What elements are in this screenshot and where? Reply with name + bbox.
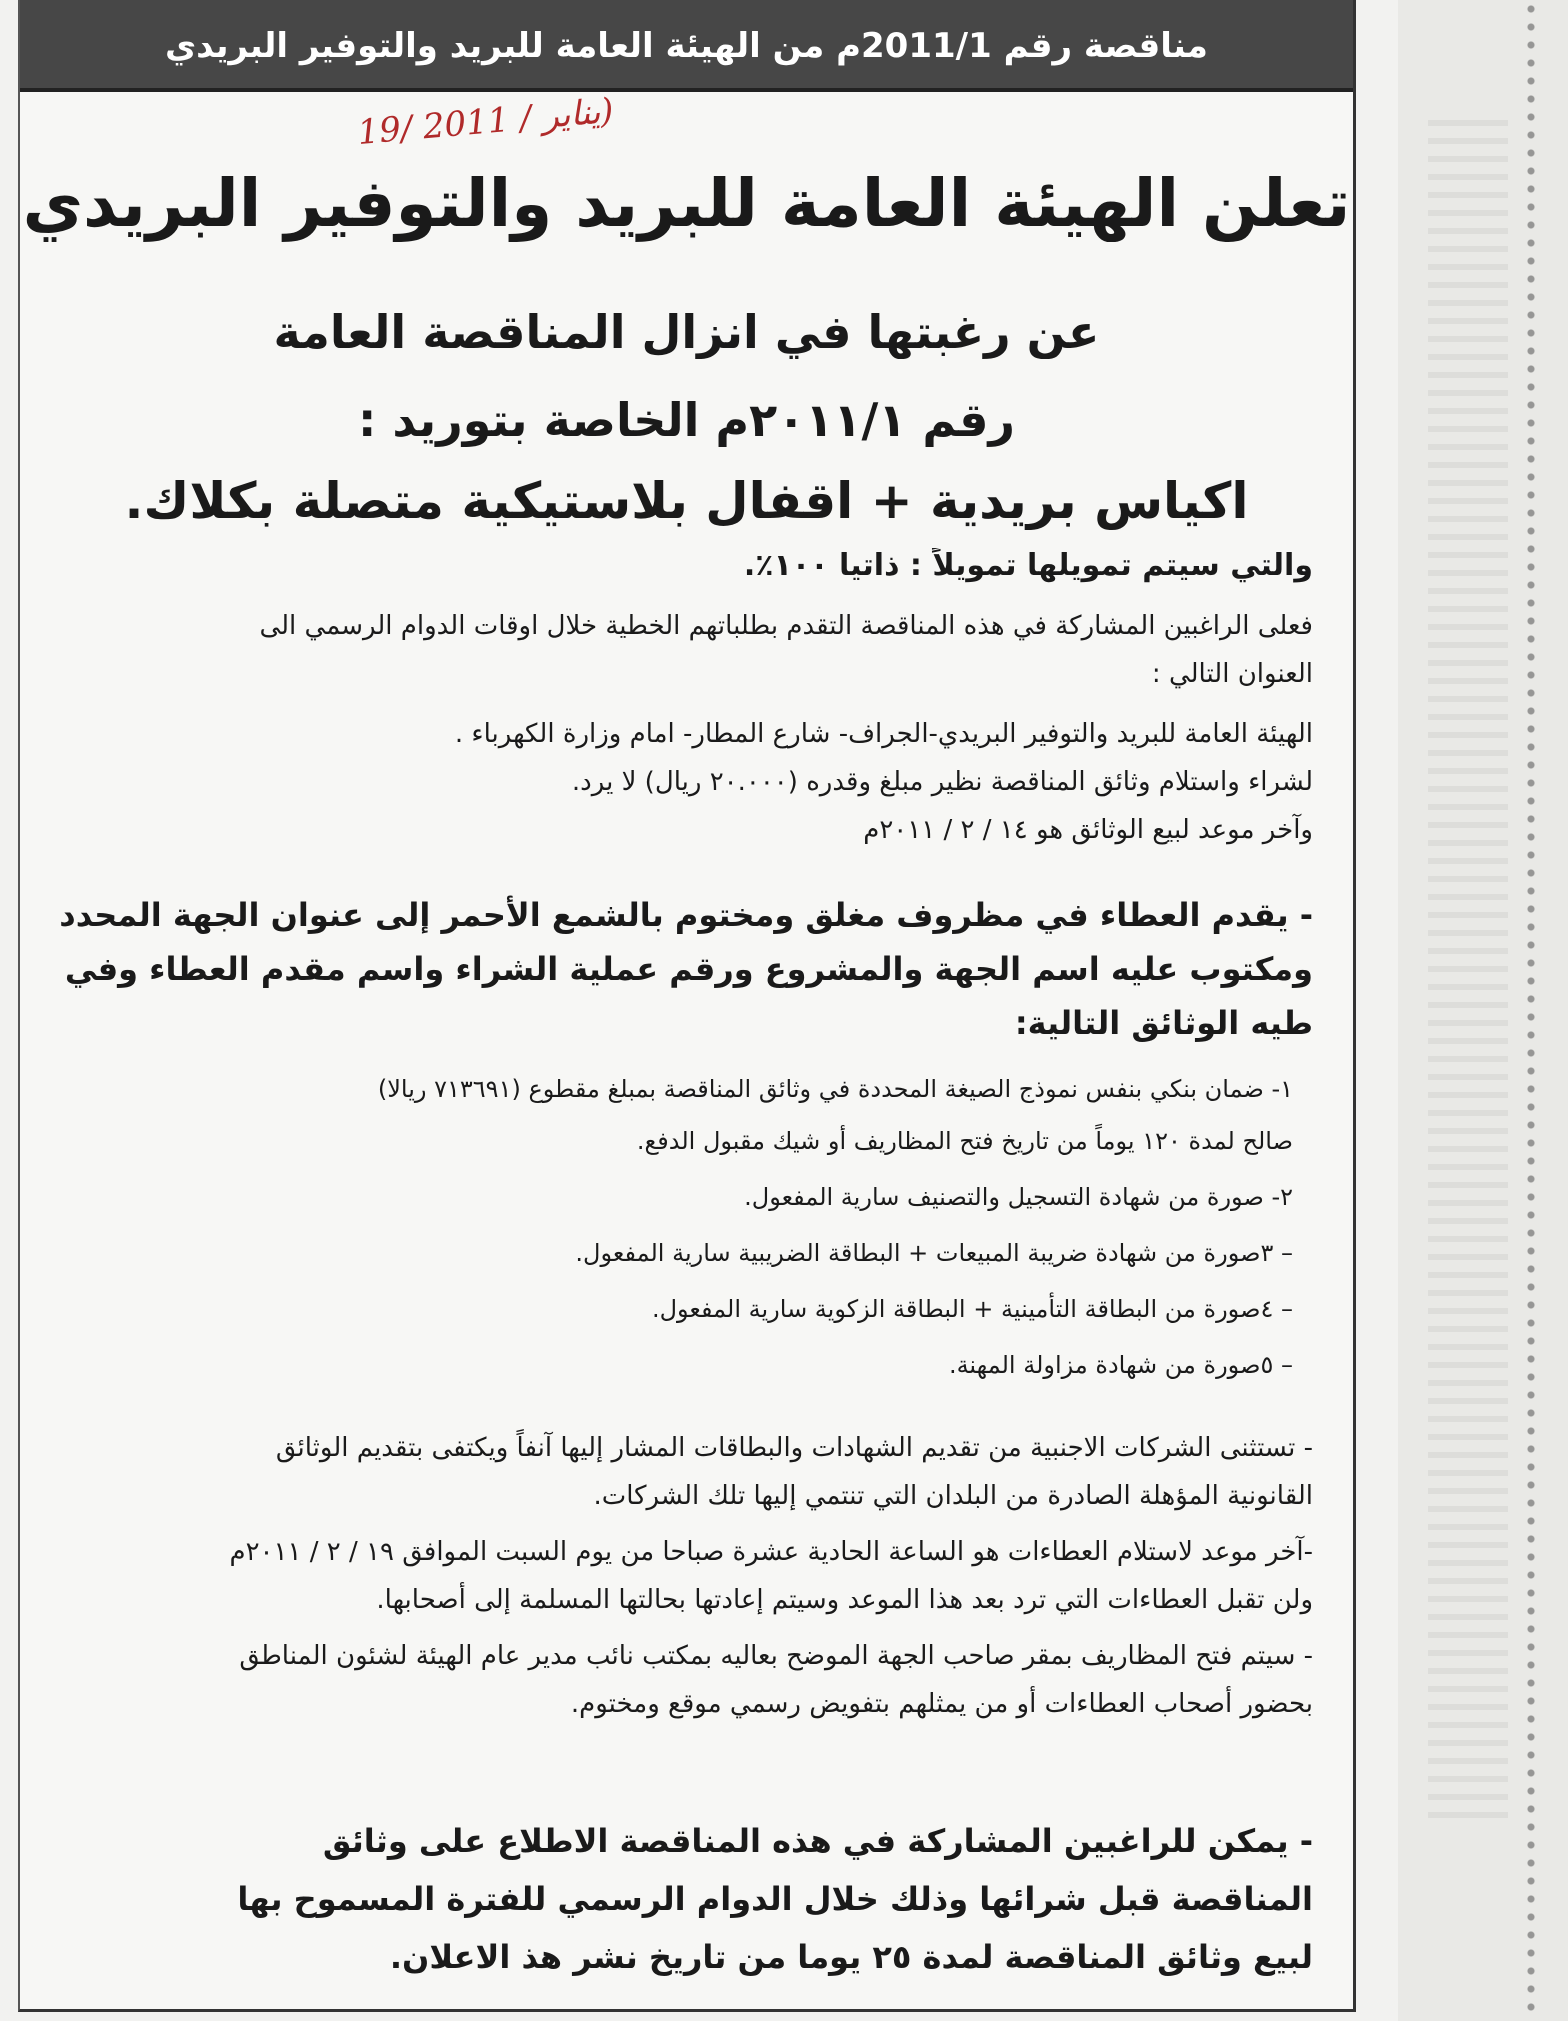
final-line: - يمكن للراغبين المشاركة في هذه المناقصة الاطلاع على وثائق bbox=[322, 1822, 1313, 1860]
conditions-paragraph bbox=[53, 1424, 1313, 1728]
submission-line: - يقدم العطاء في مظروف مغلق ومختوم بالشمع الأحمر إلى عنوان الجهة المحدد bbox=[59, 896, 1313, 934]
list-item: صالح لمدة ١٢٠ يوماً من تاريخ فتح المظاريف أو شيك مقبول الدفع. bbox=[636, 1127, 1293, 1155]
list-item: – ٣صورة من شهادة ضريبة المبيعات + البطاقة الضريبية سارية المفعول. bbox=[575, 1239, 1293, 1267]
list-item: ٢- صورة من شهادة التسجيل والتصنيف سارية المفعول. bbox=[744, 1183, 1293, 1211]
condition-line: بحضور أصحاب العطاءات أو من يمثلهم بتفويض رسمي موقع ومختوم. bbox=[570, 1689, 1313, 1719]
condition-line: ولن تقبل العطاءات التي ترد بعد هذا الموعد وسيتم إعادتها بحالتها المسلمة إلى أصحابها. bbox=[376, 1585, 1313, 1615]
announcement-title: تعلن الهيئة العامة للبريد والتوفير البريدي bbox=[22, 165, 1351, 242]
condition-line: - تستثنى الشركات الاجنبية من تقديم الشهادات والبطاقات المشار إليها آنفاً ويكتفى بتقديم الوثائق bbox=[275, 1433, 1313, 1463]
adjacent-column-bleed bbox=[1428, 120, 1508, 1820]
submission-line: طيه الوثائق التالية: bbox=[1014, 1004, 1313, 1042]
lead-line-3: اكياس بريدية + اقفال بلاستيكية متصلة بكلاك. bbox=[124, 472, 1249, 530]
tender-announcement bbox=[18, 0, 1356, 2012]
submission-paragraph bbox=[53, 888, 1313, 1050]
lead-line-2: رقم ٢٠١١/١م الخاصة بتوريد : bbox=[357, 393, 1016, 447]
list-item: – ٤صورة من البطاقة التأمينية + البطاقة الزكوية سارية المفعول. bbox=[651, 1295, 1293, 1323]
funding-line: والتي سيتم تمويلها تمويلاً : ذاتيا ١٠٠٪. bbox=[743, 548, 1313, 583]
scanner-perforation-strip bbox=[1522, 0, 1540, 2021]
intro-paragraph bbox=[53, 602, 1313, 854]
final-line: المناقصة قبل شرائها وذلك خلال الدوام الرسمي للفترة المسموح بها bbox=[237, 1880, 1313, 1918]
sale-deadline-line: وآخر موعد لبيع الوثائق هو ١٤ / ٢ / ٢٠١١م bbox=[863, 815, 1313, 845]
submission-line: ومكتوب عليه اسم الجهة والمشروع ورقم عملية الشراء واسم مقدم العطاء وفي bbox=[64, 950, 1313, 988]
condition-line: -آخر موعد لاستلام العطاءات هو الساعة الحادية عشرة صباحا من يوم السبت الموافق ١٩ / ٢ / ٢٠١١م bbox=[229, 1537, 1313, 1567]
condition-line: القانونية المؤهلة الصادرة من البلدان التي تنتمي إليها تلك الشركات. bbox=[593, 1481, 1313, 1511]
final-paragraph bbox=[73, 1812, 1313, 1986]
lead-line-1: عن رغبتها في انزال المناقصة العامة bbox=[273, 305, 1100, 359]
documents-list bbox=[63, 1066, 1293, 1388]
handwritten-date: 19/ يناير / 2011) bbox=[355, 90, 616, 154]
final-line: لبيع وثائق المناقصة لمدة ٢٥ يوما من تاريخ نشر هذ الاعلان. bbox=[389, 1938, 1313, 1976]
list-item: – ٥صورة من شهادة مزاولة المهنة. bbox=[948, 1351, 1293, 1379]
header-banner: مناقصة رقم 2011/1م من الهيئة العامة للبريد والتوفير البريدي bbox=[20, 0, 1353, 92]
intro-line: فعلى الراغبين المشاركة في هذه المناقصة التقدم بطلباتهم الخطية خلال اوقات الدوام الرسمي الى bbox=[259, 611, 1313, 641]
fee-line: لشراء واستلام وثائق المناقصة نظير مبلغ وقدره (٢٠.٠٠٠ ريال) لا يرد. bbox=[571, 767, 1313, 797]
intro-line: العنوان التالي : bbox=[1151, 659, 1313, 689]
page-edge bbox=[1398, 0, 1568, 2021]
condition-line: - سيتم فتح المظاريف بمقر صاحب الجهة الموضح بعاليه بمكتب نائب مدير عام الهيئة لشئون المناطق bbox=[239, 1641, 1313, 1671]
address-line: الهيئة العامة للبريد والتوفير البريدي-الجراف- شارع المطار- امام وزارة الكهرباء . bbox=[454, 719, 1313, 749]
list-item: ١- ضمان بنكي بنفس نموذج الصيغة المحددة في وثائق المناقصة بمبلغ مقطوع (٧١٣٦٩١ ريالا) bbox=[377, 1075, 1293, 1103]
